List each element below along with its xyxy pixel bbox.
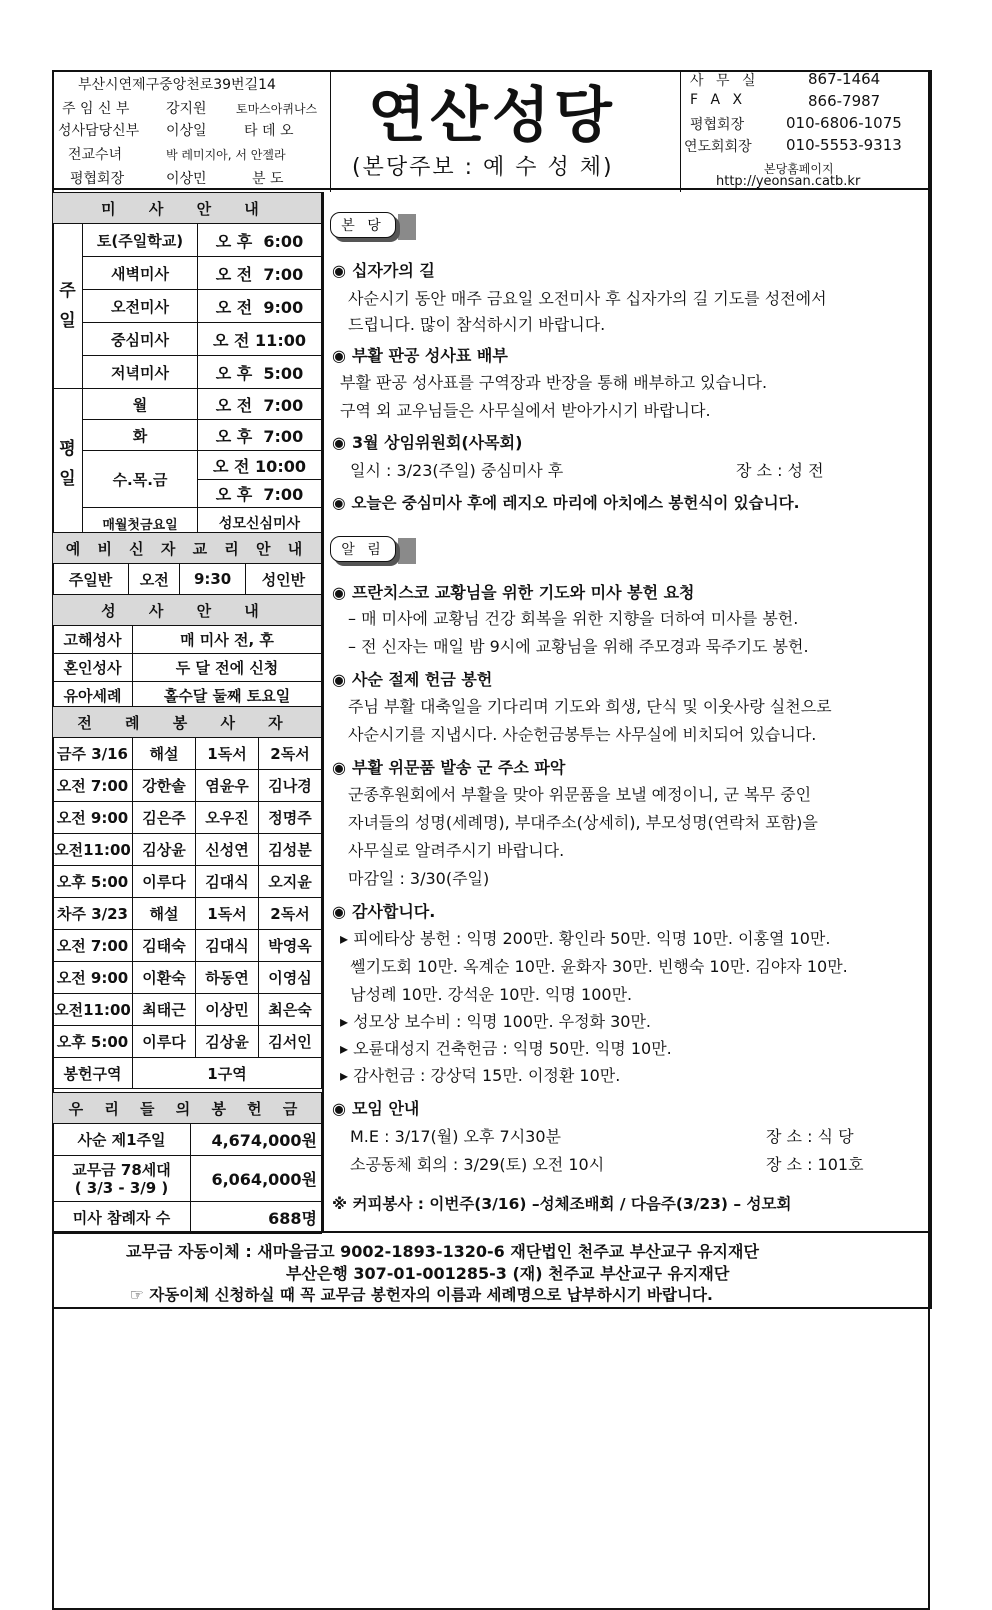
offering-name: 미사 참례자 수 xyxy=(53,1202,191,1234)
weekday-label: 평일 xyxy=(53,389,83,539)
catechumen-table xyxy=(52,532,322,595)
notice-pope-title: ◉ 프란치스코 교황님을 위한 기도와 미사 봉헌 요청 xyxy=(332,583,695,602)
parish-tag-bar xyxy=(398,214,416,240)
servers-date: 금주 3/16 xyxy=(53,738,133,770)
meeting-me-place: 장 소 : 식 당 xyxy=(766,1127,854,1146)
parish-address: 부산시연제구중앙천로39번길14 xyxy=(78,77,276,93)
offering-value: 4,674,000원 xyxy=(191,1124,322,1156)
mass-name: 수.목.금 xyxy=(83,451,198,508)
notice-pope-line: – 매 미사에 교황님 건강 회복을 위한 지향을 더하여 미사를 봉헌. xyxy=(348,609,799,628)
parish-item-1-line: 드립니다. 많이 참석하시기 바랍니다. xyxy=(348,315,606,334)
table-row xyxy=(53,323,322,356)
parish-title: 연산성당 xyxy=(368,81,616,151)
server-name: 정명주 xyxy=(259,802,322,834)
servers-role: 해설 xyxy=(133,738,196,770)
column-divider xyxy=(322,192,324,1232)
server-name: 김성분 xyxy=(259,834,322,866)
council-role: 평협회장 xyxy=(70,171,125,187)
contact-number: 867-1464 xyxy=(808,70,881,88)
mass-heading: 미 사 안 내 xyxy=(53,193,322,224)
mass-name: 오전미사 xyxy=(83,290,198,323)
servers-heading: 전 례 봉 사 자 xyxy=(53,707,322,738)
server-name: 이환숙 xyxy=(133,962,196,994)
catechumen-heading: 예 비 신 자 교 리 안 내 xyxy=(53,533,322,564)
parish-item-1-line: 사순시기 동안 매주 금요일 오전미사 후 십자가의 길 기도를 성전에서 xyxy=(348,289,827,308)
catechumen-cell: 9:30 xyxy=(180,564,246,595)
council-name: 이상민 xyxy=(166,171,207,187)
table-row xyxy=(53,224,322,257)
contact-number: 010-6806-1075 xyxy=(786,114,902,132)
mass-time: 성모신심미사 xyxy=(198,508,322,539)
catechumen-cell: 성인반 xyxy=(245,564,321,595)
mass-name: 화 xyxy=(83,420,198,451)
assistant-baptismal: 타 데 오 xyxy=(244,123,294,139)
table-row xyxy=(53,1202,322,1234)
mass-name: 중심미사 xyxy=(83,323,198,356)
table-row xyxy=(53,834,322,866)
server-name: 하동연 xyxy=(196,962,259,994)
server-name: 김대식 xyxy=(196,930,259,962)
mass-time: 오 전 10:00 xyxy=(198,451,322,480)
offerings-table xyxy=(52,1092,322,1234)
table-row xyxy=(53,930,322,962)
mass-time: 오 후 7:00 xyxy=(198,480,322,508)
table-row xyxy=(53,898,322,930)
thanks-line: ▸ 피에타상 봉헌 : 익명 200만. 황인라 50만. 익명 10만. 이홍열 10만. xyxy=(340,929,831,948)
server-name: 김대식 xyxy=(196,866,259,898)
notice-military-line: 자녀들의 성명(세례명), 부대주소(상세히), 부모성명(연락처 포함)을 xyxy=(348,813,818,832)
offerings-heading: 우 리 들 의 봉 헌 금 xyxy=(53,1093,322,1124)
parish-item-3-place: 장 소 : 성 전 xyxy=(736,461,824,480)
mass-schedule-table xyxy=(52,192,322,539)
table-row xyxy=(53,802,322,834)
catechumen-cell: 오전 xyxy=(129,564,180,595)
server-name: 김상윤 xyxy=(133,834,196,866)
meeting-community-place: 장 소 : 101호 xyxy=(766,1155,864,1174)
pastor-role: 주 임 신 부 xyxy=(62,101,130,117)
table-row xyxy=(53,654,322,682)
mass-time: 오 후 6:00 xyxy=(198,224,322,257)
offering-value: 6,064,000원 xyxy=(191,1156,322,1202)
assistant-role: 성사담당신부 xyxy=(58,123,140,139)
servers-role: 2독서 xyxy=(259,898,322,930)
mass-time: 오 전 9:00 xyxy=(198,290,322,323)
bulletin-frame-right xyxy=(930,70,932,1309)
notice-tag: 알 림 xyxy=(330,536,396,562)
servers-time: 오후 5:00 xyxy=(53,866,133,898)
notice-military-title: ◉ 부활 위문품 발송 군 주소 파악 xyxy=(332,758,566,777)
sacraments-table xyxy=(52,594,322,710)
server-name: 염윤우 xyxy=(196,770,259,802)
table-row xyxy=(53,1026,322,1058)
servers-date: 차주 3/23 xyxy=(53,898,133,930)
sacrament-name: 혼인성사 xyxy=(53,654,133,682)
pastor-name: 강지원 xyxy=(166,101,207,117)
table-row xyxy=(53,962,322,994)
contact-number: 866-7987 xyxy=(808,92,881,110)
pastor-baptismal: 토마스아퀴나스 xyxy=(236,102,318,116)
table-row xyxy=(53,257,322,290)
offering-zone-label: 봉헌구역 xyxy=(53,1058,133,1089)
table-row xyxy=(53,1124,322,1156)
footer-account-1: 교무금 자동이체 : 새마을금고 9002-1893-1320-6 재단법인 천주교 부산교구 유지재단 xyxy=(126,1242,759,1261)
server-name: 이루다 xyxy=(133,1026,196,1058)
thanks-line: 쎌기도회 10만. 옥계순 10만. 윤화자 30만. 빈행숙 10만. 김야자 10만. xyxy=(340,957,848,976)
parish-item-4-title: ◉ 오늘은 중심미사 후에 레지오 마리에 아치에스 봉헌식이 있습니다. xyxy=(332,494,800,512)
notice-lent-line: 주님 부활 대축일을 기다리며 기도와 희생, 단식 및 이웃사랑 실천으로 xyxy=(348,697,832,716)
notice-lent-line: 사순시기를 지냅시다. 사순헌금봉투는 사무실에 비치되어 있습니다. xyxy=(348,725,817,744)
server-name: 이상민 xyxy=(196,994,259,1026)
server-name: 김태숙 xyxy=(133,930,196,962)
table-row xyxy=(53,356,322,389)
table-row xyxy=(53,770,322,802)
parish-item-3-title: ◉ 3월 상임위원회(사목회) xyxy=(332,433,523,452)
table-row xyxy=(53,420,322,451)
coffee-service: ※ 커피봉사 : 이번주(3/16) –성체조배회 / 다음주(3/23) – 성모회 xyxy=(332,1195,792,1213)
server-name: 이루다 xyxy=(133,866,196,898)
parish-item-2-line: 구역 외 교우님들은 사무실에서 받아가시기 바랍니다. xyxy=(340,401,711,420)
servers-time: 오후 5:00 xyxy=(53,1026,133,1058)
mass-name: 매월첫금요일 xyxy=(83,508,198,539)
sisters-role: 전교수녀 xyxy=(68,147,123,163)
notice-military-line: 사무실로 알려주시기 바랍니다. xyxy=(348,841,565,860)
sisters-names: 박 레미지아, 서 안젤라 xyxy=(166,148,286,162)
notice-meetings-title: ◉ 모임 안내 xyxy=(332,1099,420,1118)
homepage-label: 본당홈페이지 xyxy=(764,162,834,176)
header-divider-left xyxy=(330,70,331,192)
sacrament-name: 고해성사 xyxy=(53,626,133,654)
mass-time: 오 후 5:00 xyxy=(198,356,322,389)
mass-name: 저녁미사 xyxy=(83,356,198,389)
servers-table xyxy=(52,706,322,1089)
servers-time: 오전 9:00 xyxy=(53,962,133,994)
servers-role: 1독서 xyxy=(196,898,259,930)
server-name: 오우진 xyxy=(196,802,259,834)
footer-note: ☞ 자동이체 신청하실 때 꼭 교무금 봉헌자의 이름과 세례명으로 납부하시기 바랍니다. xyxy=(130,1286,713,1304)
table-row xyxy=(53,564,322,595)
servers-time: 오전11:00 xyxy=(53,834,133,866)
mass-time: 오 후 7:00 xyxy=(198,420,322,451)
table-row xyxy=(53,1156,322,1202)
table-row xyxy=(53,1058,322,1089)
servers-time: 오전 7:00 xyxy=(53,930,133,962)
meeting-community: 소공동체 회의 : 3/29(토) 오전 10시 xyxy=(350,1155,605,1174)
notice-lent-title: ◉ 사순 절제 헌금 봉헌 xyxy=(332,670,493,689)
table-row xyxy=(53,738,322,770)
council-baptismal: 분 도 xyxy=(252,171,284,187)
contact-number: 010-5553-9313 xyxy=(786,136,902,154)
server-name: 박영옥 xyxy=(259,930,322,962)
notice-thanks-title: ◉ 감사합니다. xyxy=(332,902,436,921)
server-name: 김나경 xyxy=(259,770,322,802)
mass-time: 오 전 11:00 xyxy=(198,323,322,356)
mass-name: 월 xyxy=(83,389,198,420)
servers-role: 2독서 xyxy=(259,738,322,770)
servers-time: 오전 7:00 xyxy=(53,770,133,802)
table-row xyxy=(53,389,322,420)
parish-tag: 본 당 xyxy=(330,212,396,238)
server-name: 오지윤 xyxy=(259,866,322,898)
server-name: 이영심 xyxy=(259,962,322,994)
server-name: 김상윤 xyxy=(196,1026,259,1058)
sacraments-heading: 성 사 안 내 xyxy=(53,595,322,626)
catechumen-cell: 주일반 xyxy=(53,564,129,595)
notice-military-line: 군종후원회에서 부활을 맞아 위문품을 보낼 예정이니, 군 복무 중인 xyxy=(348,785,812,804)
contact-label: 연도회회장 xyxy=(684,139,752,155)
contact-label: F A X xyxy=(690,92,747,108)
servers-role: 1독서 xyxy=(196,738,259,770)
footer-account-2: 부산은행 307-01-001285-3 (재) 천주교 부산교구 유지재단 xyxy=(286,1264,730,1283)
homepage-url[interactable]: http://yeonsan.catb.kr xyxy=(716,174,861,189)
contact-label: 사 무 실 xyxy=(690,73,760,89)
offering-zone-value: 1구역 xyxy=(133,1058,322,1089)
sacrament-value: 두 달 전에 신청 xyxy=(133,654,322,682)
server-name: 김은주 xyxy=(133,802,196,834)
servers-role: 해설 xyxy=(133,898,196,930)
offering-name: 교무금 78세대 ( 3/3 - 3/9 ) xyxy=(53,1156,191,1202)
contact-label: 평협회장 xyxy=(690,117,745,133)
parish-item-1-title: ◉ 십자가의 길 xyxy=(332,261,435,280)
table-row xyxy=(53,626,322,654)
offering-value: 688명 xyxy=(191,1202,322,1234)
mass-time: 오 전 7:00 xyxy=(198,257,322,290)
table-row xyxy=(53,994,322,1026)
server-name: 최태근 xyxy=(133,994,196,1026)
thanks-line: 남성례 10만. 강석운 10만. 익명 100만. xyxy=(340,985,633,1004)
sunday-label: 주일 xyxy=(53,224,83,389)
mass-time: 오 전 7:00 xyxy=(198,389,322,420)
parish-item-3-date: 일시 : 3/23(주일) 중심미사 후 xyxy=(350,461,564,480)
table-row xyxy=(53,290,322,323)
sacrament-value: 홀수달 둘째 토요일 xyxy=(133,682,322,710)
parish-item-2-line: 부활 판공 성사표를 구역장과 반장을 통해 배부하고 있습니다. xyxy=(340,373,768,392)
thanks-line: ▸ 감사헌금 : 강상덕 15만. 이정환 10만. xyxy=(340,1066,621,1085)
mass-name: 새벽미사 xyxy=(83,257,198,290)
thanks-line: ▸ 오륜대성지 건축헌금 : 익명 50만. 익명 10만. xyxy=(340,1039,672,1058)
thanks-line: ▸ 성모상 보수비 : 익명 100만. 우정화 30만. xyxy=(340,1012,652,1031)
parish-item-2-title: ◉ 부활 판공 성사표 배부 xyxy=(332,346,508,365)
sacrament-value: 매 미사 전, 후 xyxy=(133,626,322,654)
sacrament-name: 유아세례 xyxy=(53,682,133,710)
meeting-me: M.E : 3/17(월) 오후 7시30분 xyxy=(350,1127,561,1146)
server-name: 강한솔 xyxy=(133,770,196,802)
assistant-name: 이상일 xyxy=(166,123,207,139)
servers-time: 오전11:00 xyxy=(53,994,133,1026)
server-name: 최은숙 xyxy=(259,994,322,1026)
server-name: 김서인 xyxy=(259,1026,322,1058)
notice-pope-line: – 전 신자는 매일 밤 9시에 교황님을 위해 주모경과 묵주기도 봉헌. xyxy=(348,637,809,656)
table-row xyxy=(53,866,322,898)
notice-tag-bar xyxy=(398,538,416,564)
offering-name: 사순 제1주일 xyxy=(53,1124,191,1156)
bulletin-subtitle: (본당주보 : 예 수 성 체) xyxy=(352,155,614,180)
notice-military-deadline: 마감일 : 3/30(주일) xyxy=(348,869,490,888)
header-divider-right xyxy=(680,70,681,192)
server-name: 신성연 xyxy=(196,834,259,866)
table-row xyxy=(53,451,322,480)
servers-time: 오전 9:00 xyxy=(53,802,133,834)
mass-name: 토(주일학교) xyxy=(83,224,198,257)
